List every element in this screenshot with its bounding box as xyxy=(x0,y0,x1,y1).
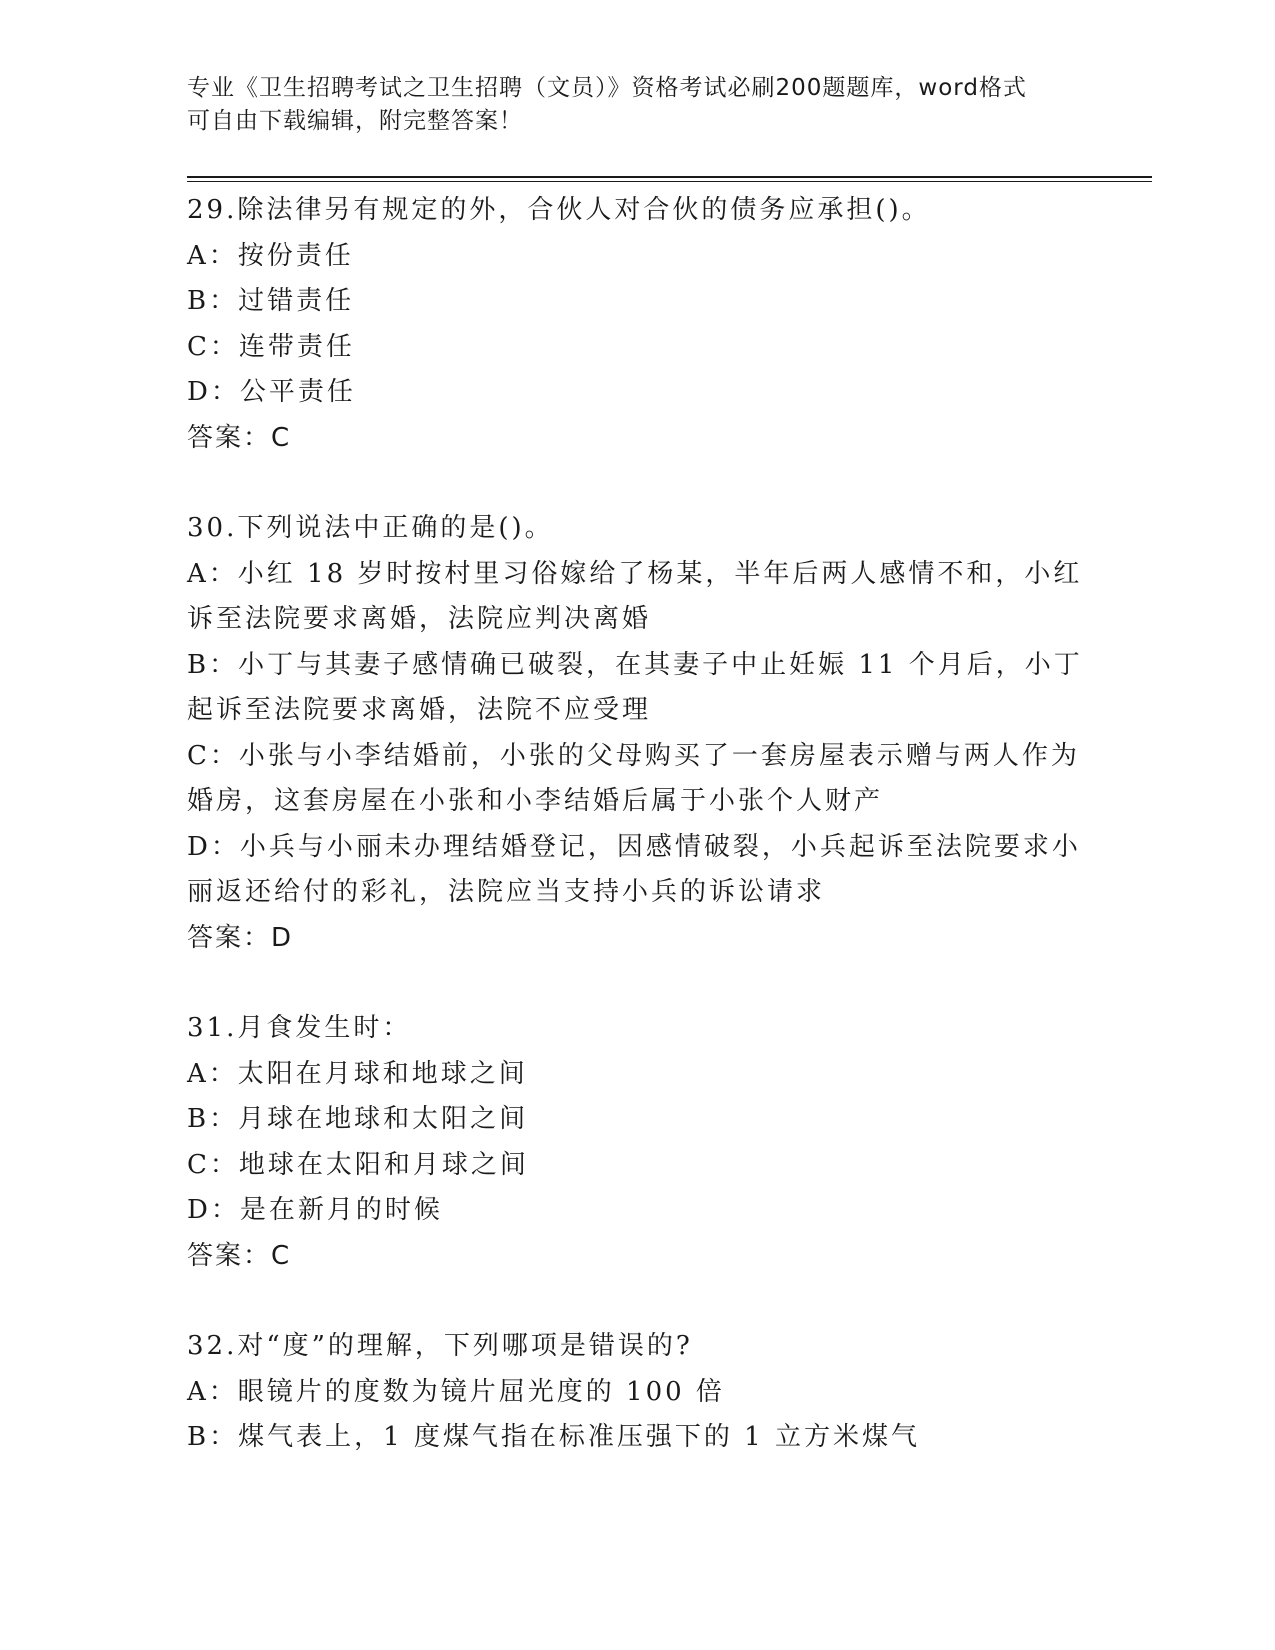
header-line-1: 专业《卫生招聘考试之卫生招聘（文员）》资格考试必刷200题题库，word格式 xyxy=(187,75,1027,101)
question-30 xyxy=(187,506,1087,961)
header-line-2: 可自由下载编辑，附完整答案！ xyxy=(187,108,523,134)
option-a: A：眼镜片的度数为镜片屈光度的 100 倍 xyxy=(187,1376,725,1407)
option-c: C：连带责任 xyxy=(187,331,355,362)
option-d-continued: 丽返还给付的彩礼，法院应当支持小兵的诉讼请求 xyxy=(187,877,826,907)
option-a: A：小红 18 岁时按村里习俗嫁给了杨某，半年后两人感情不和，小红 xyxy=(187,558,1083,589)
option-b: B：过错责任 xyxy=(187,286,355,316)
option-c: C：地球在太阳和月球之间 xyxy=(187,1149,529,1180)
question-stem: 30.下列说法中正确的是()。 xyxy=(187,513,554,543)
header-divider-thin xyxy=(187,181,1152,182)
question-32 xyxy=(187,1324,1087,1461)
question-list xyxy=(187,188,1087,1506)
answer-label: 答案：C xyxy=(187,1240,292,1271)
option-c-continued: 婚房，这套房屋在小张和小李结婚后属于小张个人财产 xyxy=(187,786,884,816)
header-divider-thick xyxy=(187,176,1152,178)
answer-label: 答案：C xyxy=(187,422,292,453)
option-b: B：煤气表上，1 度煤气指在标准压强下的 1 立方米煤气 xyxy=(187,1422,920,1452)
question-stem: 31.月食发生时： xyxy=(187,1013,412,1043)
option-b: B：小丁与其妻子感情确已破裂，在其妻子中止妊娠 11 个月后，小丁 xyxy=(187,649,1083,680)
option-d: D：是在新月的时候 xyxy=(187,1195,443,1225)
option-d: D：小兵与小丽未办理结婚登记，因感情破裂，小兵起诉至法院要求小 xyxy=(187,831,1081,862)
question-31 xyxy=(187,1006,1087,1279)
option-b: B：月球在地球和太阳之间 xyxy=(187,1104,529,1134)
answer-label: 答案：D xyxy=(187,922,294,953)
option-a: A：太阳在月球和地球之间 xyxy=(187,1058,528,1089)
option-b-continued: 起诉至法院要求离婚，法院不应受理 xyxy=(187,695,652,725)
document-header xyxy=(187,72,1087,138)
option-a: A：按份责任 xyxy=(187,240,354,271)
option-d: D：公平责任 xyxy=(187,377,356,407)
option-c: C：小张与小李结婚前，小张的父母购买了一套房屋表示赠与两人作为 xyxy=(187,740,1080,771)
question-29 xyxy=(187,188,1087,461)
question-stem: 29.除法律另有规定的外，合伙人对合伙的债务应承担()。 xyxy=(187,195,931,225)
option-a-continued: 诉至法院要求离婚，法院应判决离婚 xyxy=(187,604,652,634)
question-stem: 32.对“度”的理解，下列哪项是错误的? xyxy=(187,1331,693,1361)
